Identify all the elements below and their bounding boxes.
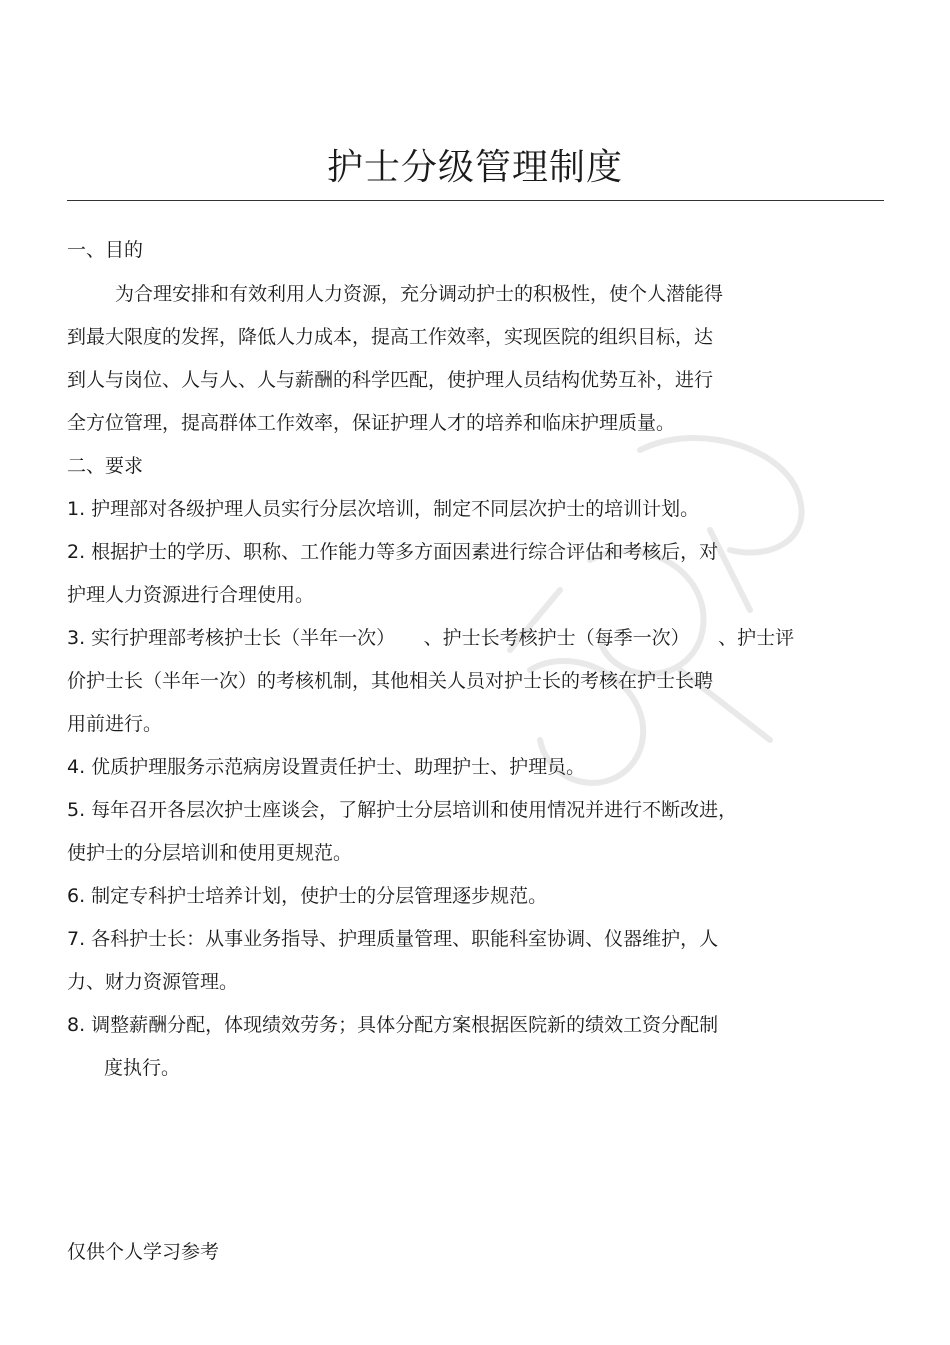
requirement-item-7: 7. 各科护士长：从事业务指导、护理质量管理、职能科室协调、仪器维护，人 (67, 928, 719, 950)
purpose-paragraph-line: 为合理安排和有效利用人力资源，充分调动护士的积极性，使个人潜能得 (115, 283, 724, 305)
requirement-item-1: 1. 护理部对各级护理人员实行分层次培训，制定不同层次护士的培训计划。 (67, 498, 700, 520)
requirement-item-5-cont: 使护士的分层培训和使用更规范。 (67, 842, 353, 864)
requirement-item-2: 2. 根据护士的学历、职称、工作能力等多方面因素进行综合评估和考核后，对 (67, 541, 719, 563)
requirement-item-7-cont: 力、财力资源管理。 (67, 971, 239, 993)
requirement-item-2-cont: 护理人力资源进行合理使用。 (67, 584, 315, 606)
title-divider (67, 200, 884, 201)
purpose-paragraph-line: 到人与岗位、人与人、人与薪酬的科学匹配，使护理人员结构优势互补，进行 (67, 369, 714, 391)
requirement-item-3: 3. 实行护理部考核护士长（半年一次） 、护士长考核护士（每季一次） 、护士评 (67, 627, 795, 649)
requirement-item-3-cont: 用前进行。 (67, 713, 163, 735)
purpose-paragraph-line: 全方位管理，提高群体工作效率，保证护理人才的培养和临床护理质量。 (67, 412, 676, 434)
document-title: 护士分级管理制度 (326, 147, 623, 188)
requirement-item-8: 8. 调整薪酬分配，体现绩效劳务；具体分配方案根据医院新的绩效工资分配制 (67, 1014, 719, 1036)
section-heading-requirements: 二、要求 (67, 455, 144, 477)
requirement-item-6: 6. 制定专科护士培养计划，使护士的分层管理逐步规范。 (67, 885, 548, 907)
requirement-item-4: 4. 优质护理服务示范病房设置责任护士、助理护士、护理员。 (67, 756, 586, 778)
purpose-paragraph-line: 到最大限度的发挥，降低人力成本，提高工作效率，实现医院的组织目标，达 (67, 326, 714, 348)
section-heading-purpose: 一、目的 (67, 239, 144, 261)
requirement-item-5: 5. 每年召开各层次护士座谈会，了解护士分层培训和使用情况并进行不断改进， (67, 799, 738, 821)
requirement-item-8-cont: 度执行。 (104, 1057, 181, 1079)
requirement-item-3-cont: 价护士长（半年一次）的考核机制，其他相关人员对护士长的考核在护士长聘 (67, 670, 714, 692)
footer-note: 仅供个人学习参考 (67, 1241, 220, 1263)
